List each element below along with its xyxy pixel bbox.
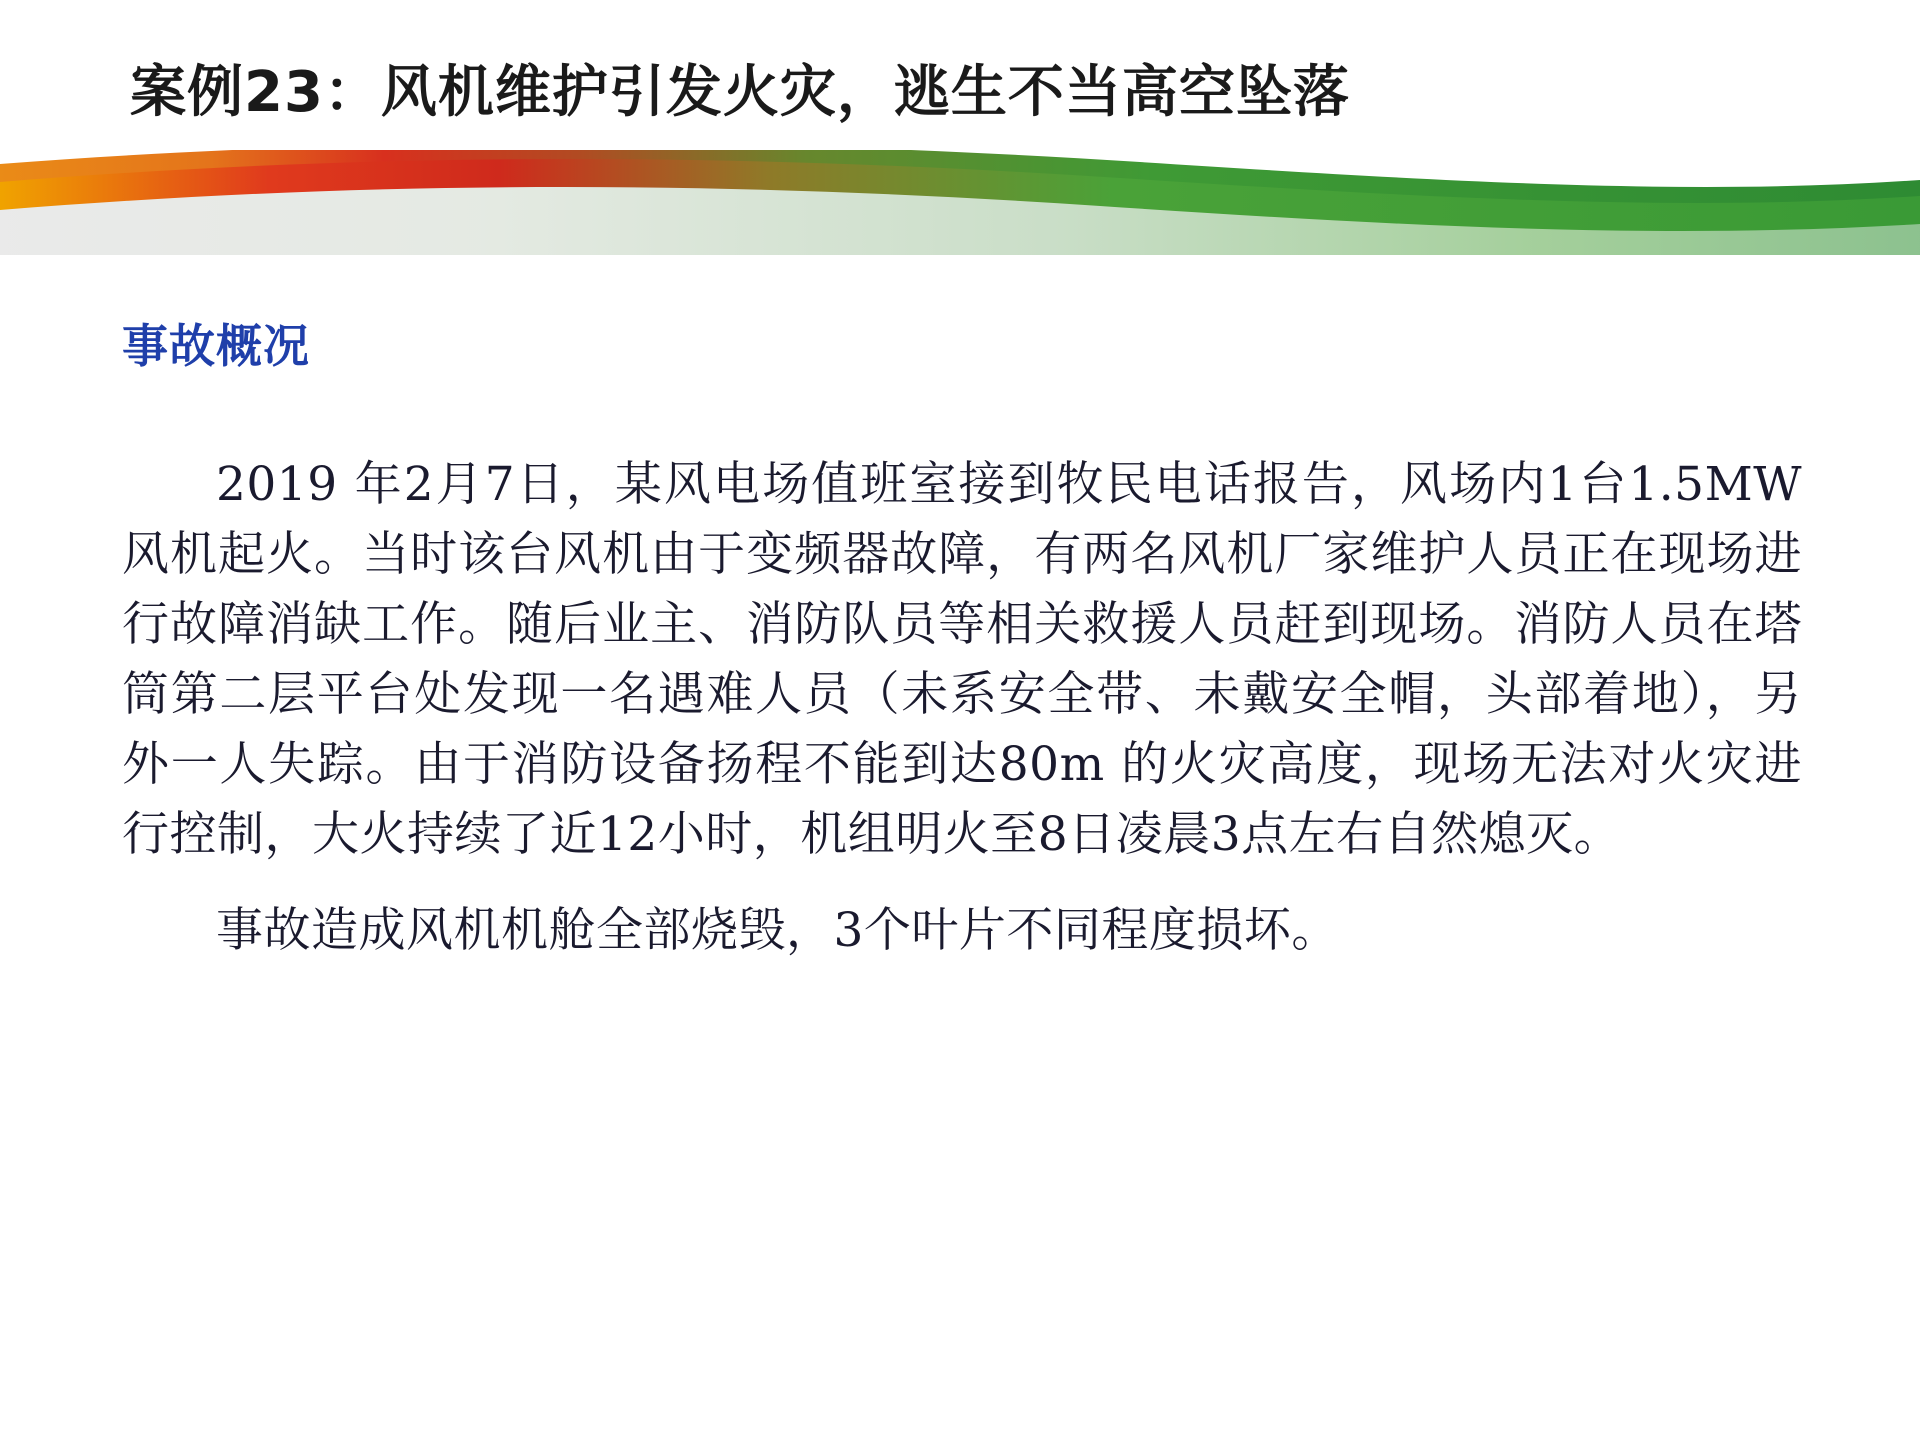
- paragraph-2: 事故造成风机机舱全部烧毁，3个叶片不同程度损坏。: [216, 903, 1339, 959]
- decorative-ribbon-graphic: [0, 150, 1920, 255]
- section-heading: 事故概况: [122, 319, 310, 373]
- paragraph-1: 2019 年2月7日，某风电场值班室接到牧民电话报告，风场内1台1.5MW风机起火。当时该台风机由于变频器故障，有两名风机厂家维护人员正在现场进行故障消缺工作。随后业主、消防队员等相关救援人员赶到现场。消防人员在塔筒第二层平台处发现一名遇难人员（未系安全带、未戴安全帽，头部着地），另外一人失踪。由于消防设备扬程不能到达80m 的火灾高度，现场无法对火灾进行控制，大火持续了近12小时，机组明火至8日凌晨3点左右自然熄灭。: [122, 457, 1802, 863]
- page-title: 案例23：风机维护引发火灾，逃生不当高空坠落: [130, 60, 1350, 125]
- body-text-block: [122, 450, 1802, 966]
